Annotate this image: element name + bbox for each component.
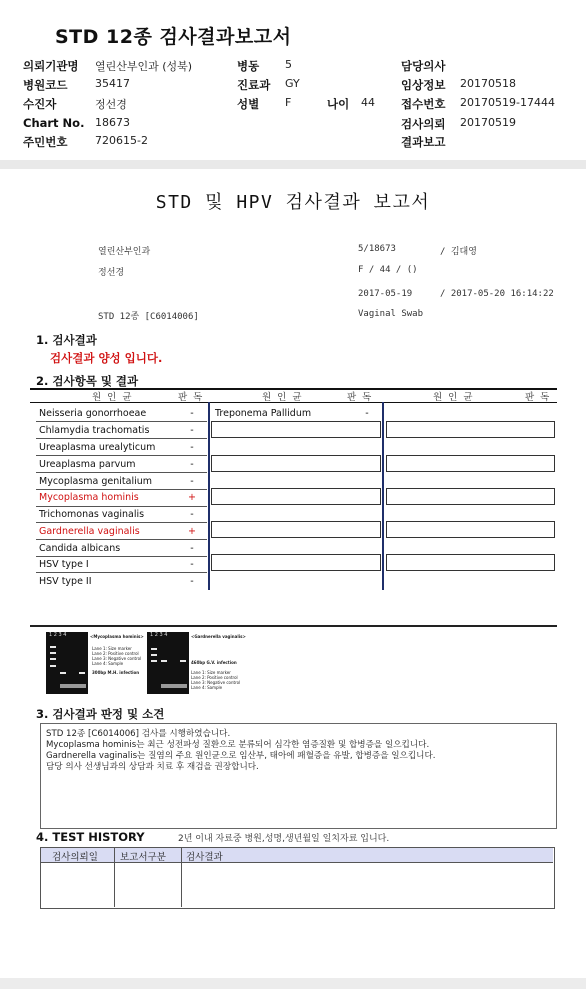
- patient-value: 정선경: [95, 98, 127, 111]
- organism-result: -: [190, 576, 194, 587]
- organism-name: Trichomonas vaginalis: [39, 509, 145, 520]
- gel-electrophoresis-image: [44, 632, 246, 694]
- col-organism-header-3: 원인균: [433, 392, 479, 403]
- opinion-line: 담당 의사 선생님과의 상담과 치료 후 재검을 권장합니다.: [46, 762, 259, 772]
- report-chart-no: 5/18673: [358, 244, 396, 254]
- section1-title: 1. 검사결과: [36, 333, 97, 347]
- organism-name: Ureaplasma urealyticum: [39, 442, 156, 453]
- section2-title: 2. 검사항목 및 결과: [36, 374, 139, 388]
- organism-name: Chlamydia trachomatis: [39, 425, 150, 436]
- organism-result: -: [190, 459, 194, 470]
- opinion-line: Gardnerella vaginalis는 질염의 주요 원인균으로 임산부, 태아에 패혈증을 유발, 합병증을 일으킵니다.: [46, 751, 436, 761]
- history-col-report-type: 보고서구분: [120, 852, 166, 863]
- gel-image-mycoplasma: [46, 632, 88, 694]
- footer-band: [0, 978, 586, 989]
- report-test: STD 12종 [C6014006]: [98, 312, 199, 322]
- history-table-header: [41, 848, 553, 863]
- organism-name: Treponema Pallidum: [215, 408, 312, 419]
- row-rule: [36, 506, 207, 507]
- history-col-result: 검사결과: [186, 852, 223, 863]
- history-note: 2년 이내 자료중 병원,성명,생년월일 일치자료 입니다.: [178, 834, 390, 844]
- gel-right-label: 460bp G.V. infection: [191, 660, 237, 665]
- row-rule: [36, 556, 207, 557]
- empty-result-box: [211, 455, 381, 472]
- chart-label: Chart No.: [23, 116, 85, 130]
- column-divider: [382, 402, 384, 590]
- result-summary: 검사결과 양성 입니다.: [50, 351, 163, 365]
- gel-right-legend: Lane 1: Size marker Lane 2: Positive control Lane 3: Negative control Lane 4: Sample: [191, 670, 241, 690]
- hospital-code-value: 35417: [95, 77, 130, 90]
- organism-name: HSV type I: [39, 559, 89, 570]
- organism-result: -: [365, 408, 369, 419]
- hospital-code-label: 병원코드: [23, 78, 68, 92]
- sex-label: 성별: [237, 97, 260, 111]
- empty-result-box: [211, 421, 381, 438]
- gel-right-title: <Gardnerella vaginalis>: [191, 634, 246, 639]
- organism-name-positive: Gardnerella vaginalis: [39, 526, 140, 537]
- section4-title: 4. TEST HISTORY: [36, 830, 145, 844]
- receipt-value: 20170519-17444: [460, 96, 555, 109]
- clinical-label: 임상정보: [401, 78, 446, 92]
- institution-label: 의뢰기관명: [23, 59, 79, 73]
- col-judge-header-2: 판독: [347, 392, 378, 403]
- empty-result-box: [386, 488, 555, 505]
- row-rule: [36, 421, 207, 422]
- request-label: 검사의뢰: [401, 117, 446, 131]
- row-rule: [36, 572, 207, 573]
- organism-name: Neisseria gonorrhoeae: [39, 408, 147, 419]
- gel-left-title: <Mycoplasma hominis>: [90, 634, 144, 639]
- report-patient: 정선경: [98, 268, 125, 278]
- age-value: 44: [361, 96, 375, 109]
- sex-value: F: [285, 96, 292, 109]
- rrn-value: 720615-2: [95, 134, 148, 147]
- organism-result: -: [190, 559, 194, 570]
- organism-result-positive: +: [188, 526, 196, 537]
- organism-result: -: [190, 408, 194, 419]
- doctor-label: 담당의사: [401, 59, 446, 73]
- organism-name: Mycoplasma genitalium: [39, 476, 153, 487]
- organism-name: Candida albicans: [39, 543, 121, 554]
- organism-name: HSV type II: [39, 576, 92, 587]
- clinical-value: 20170518: [460, 77, 516, 90]
- row-rule: [36, 438, 207, 439]
- organism-name: Ureaplasma parvum: [39, 459, 136, 470]
- lane-numbers: 1 2 3 4: [150, 632, 168, 638]
- section-divider: [0, 160, 586, 169]
- row-rule: [36, 455, 207, 456]
- receipt-label: 접수번호: [401, 97, 446, 111]
- report-sex-age: F / 44 / (): [358, 265, 418, 275]
- organism-result-positive: +: [188, 492, 196, 503]
- history-col-request-date: 검사의뢰일: [52, 852, 98, 863]
- organism-result: -: [190, 476, 194, 487]
- chart-value: 18673: [95, 116, 130, 129]
- empty-result-box: [386, 521, 555, 538]
- request-value: 20170519: [460, 116, 516, 129]
- report-title: STD 및 HPV 검사결과 보고서: [155, 192, 431, 213]
- gel-left-legend: Lane 1: Size marker Lane 2: Positive control Lane 3: Negative control Lane 4: Sample: [92, 646, 142, 666]
- ward-value: 5: [285, 58, 292, 71]
- organism-result: -: [190, 442, 194, 453]
- document-title: STD 12종 검사결과보고서: [55, 26, 292, 48]
- report-label: 결과보고: [401, 135, 446, 149]
- report-date2: / 2017-05-20 16:14:22: [440, 289, 554, 299]
- organism-result: -: [190, 425, 194, 436]
- empty-result-box: [211, 521, 381, 538]
- report-date1: 2017-05-19: [358, 289, 413, 299]
- empty-result-box: [386, 421, 555, 438]
- empty-result-box: [386, 455, 555, 472]
- report-specimen: Vaginal Swab: [358, 309, 424, 319]
- opinion-line: Mycoplasma hominis는 최근 성전파성 질환으로 분류되어 심각한 염증질환 및 합병증을 일으킵니다.: [46, 740, 430, 750]
- column-divider: [208, 402, 210, 590]
- age-label: 나이: [327, 97, 350, 111]
- empty-result-box: [386, 554, 555, 571]
- row-rule: [36, 489, 207, 490]
- history-col-divider: [114, 848, 115, 907]
- institution-value: 열린산부인과 (성북): [95, 60, 193, 73]
- row-rule: [36, 472, 207, 473]
- organism-result: -: [190, 509, 194, 520]
- dept-value: GY: [285, 77, 300, 90]
- col-judge-header-3: 판독: [525, 392, 556, 403]
- gel-image-gardnerella: [147, 632, 189, 694]
- row-rule: [36, 539, 207, 540]
- patient-label: 수진자: [23, 97, 57, 111]
- section3-title: 3. 검사결과 판정 및 소견: [36, 707, 165, 721]
- gel-rule: [30, 625, 557, 627]
- rrn-label: 주민번호: [23, 135, 68, 149]
- history-col-divider: [181, 848, 182, 907]
- empty-result-box: [211, 488, 381, 505]
- opinion-line: STD 12종 [C6014006] 검사를 시행하였습니다.: [46, 729, 231, 739]
- gel-left-label: 300bp M.H. infection: [92, 670, 140, 675]
- lane-numbers: 1 2 3 4: [49, 632, 67, 638]
- report-clinic: 열린산부인과: [98, 247, 151, 257]
- ward-label: 병동: [237, 59, 260, 73]
- empty-result-box: [211, 554, 381, 571]
- col-organism-header: 원인균: [92, 392, 138, 403]
- organism-name-positive: Mycoplasma hominis: [39, 492, 139, 503]
- organism-result: -: [190, 543, 194, 554]
- row-rule: [36, 522, 207, 523]
- col-organism-header-2: 원인균: [262, 392, 308, 403]
- report-staff: / 김대영: [440, 247, 477, 257]
- col-judge-header: 판독: [178, 392, 209, 403]
- dept-label: 진료과: [237, 78, 271, 92]
